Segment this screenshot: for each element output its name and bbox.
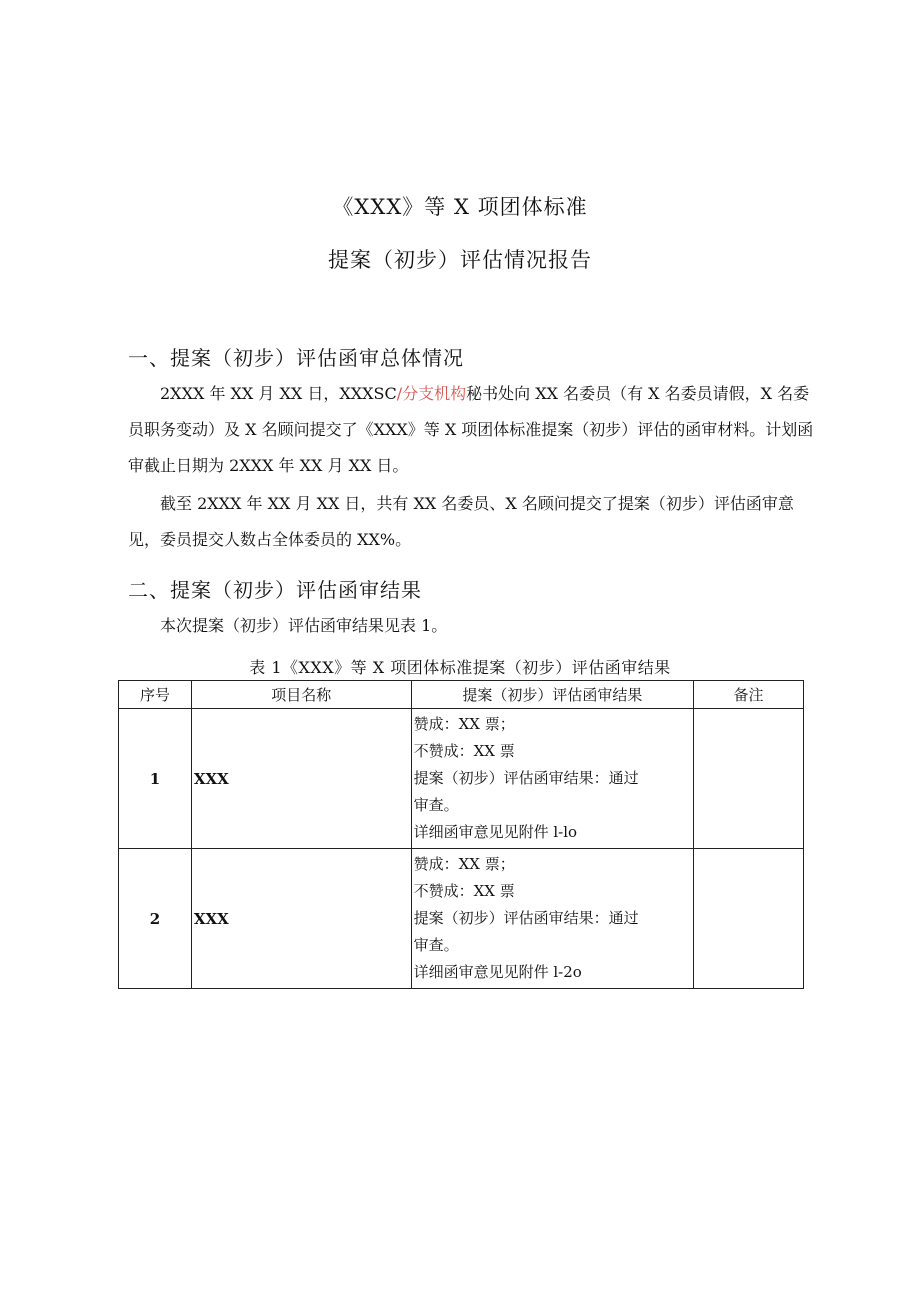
section2-paragraph: 本次提案（初步）评估函审结果见表 1。: [160, 616, 448, 635]
section2-heading: 二、提案（初步）评估函审结果: [128, 578, 422, 602]
section1-heading: 一、提案（初步）评估函审总体情况: [128, 346, 464, 370]
row-project-name: XXX: [191, 849, 411, 989]
table-row: [119, 849, 804, 989]
paragraph1-red-text: /分支机构: [396, 384, 467, 403]
result-line: 不赞成：XX 票: [413, 742, 515, 760]
row-index: 1: [119, 709, 192, 849]
section1-paragraph1: [128, 376, 818, 484]
header-project-name: 项目名称: [191, 681, 411, 709]
result-line: 不赞成：XX 票: [413, 882, 515, 900]
row-index: 2: [119, 849, 192, 989]
result-line: 提案（初步）评估函审结果：通过: [413, 769, 639, 787]
results-table: [118, 680, 804, 989]
row-result: [411, 709, 694, 849]
header-index: 序号: [119, 681, 192, 709]
section1-paragraph2: 截至 2XXX 年 XX 月 XX 日，共有 XX 名委员、X 名顾问提交了提案（初步）评估函审意见，委员提交人数占全体委员的 XX%。: [128, 494, 794, 549]
table-row: [119, 709, 804, 849]
header-note: 备注: [694, 681, 804, 709]
paragraph1-text-start: 2XXX 年 XX 月 XX 日，XXXSC: [160, 384, 397, 403]
row-project-name: XXX: [191, 709, 411, 849]
header-result: 提案（初步）评估函审结果: [411, 681, 694, 709]
result-line: 详细函审意见见附件 l-lo: [413, 823, 578, 841]
result-line: 审查。: [413, 796, 459, 814]
row-result: [411, 849, 694, 989]
document-title-line1: 《XXX》等 X 项团体标准: [332, 195, 588, 219]
table-header-row: [119, 681, 804, 709]
result-line: 提案（初步）评估函审结果：通过: [413, 909, 639, 927]
table-caption: 表 1《XXX》等 X 项团体标准提案（初步）评估函审结果: [249, 658, 671, 677]
document-title-line2: 提案（初步）评估情况报告: [328, 248, 592, 272]
row-note: [694, 849, 804, 989]
result-line: 审查。: [413, 936, 459, 954]
row-note: [694, 709, 804, 849]
result-line: 赞成：XX 票；: [413, 855, 515, 873]
paragraph1-text-end: 秘书处向 XX 名委员（有 X 名委员请假，X 名委员职务变动）及 X 名顾问提交了《XXX》等 X 项团体标准提案（初步）评估的函审材料。计划函审截止日期为 2XXX 年 XX 月 XX 日。: [128, 384, 814, 475]
result-line: 赞成：XX 票；: [413, 715, 515, 733]
result-line: 详细函审意见见附件 l-2o: [413, 963, 582, 981]
